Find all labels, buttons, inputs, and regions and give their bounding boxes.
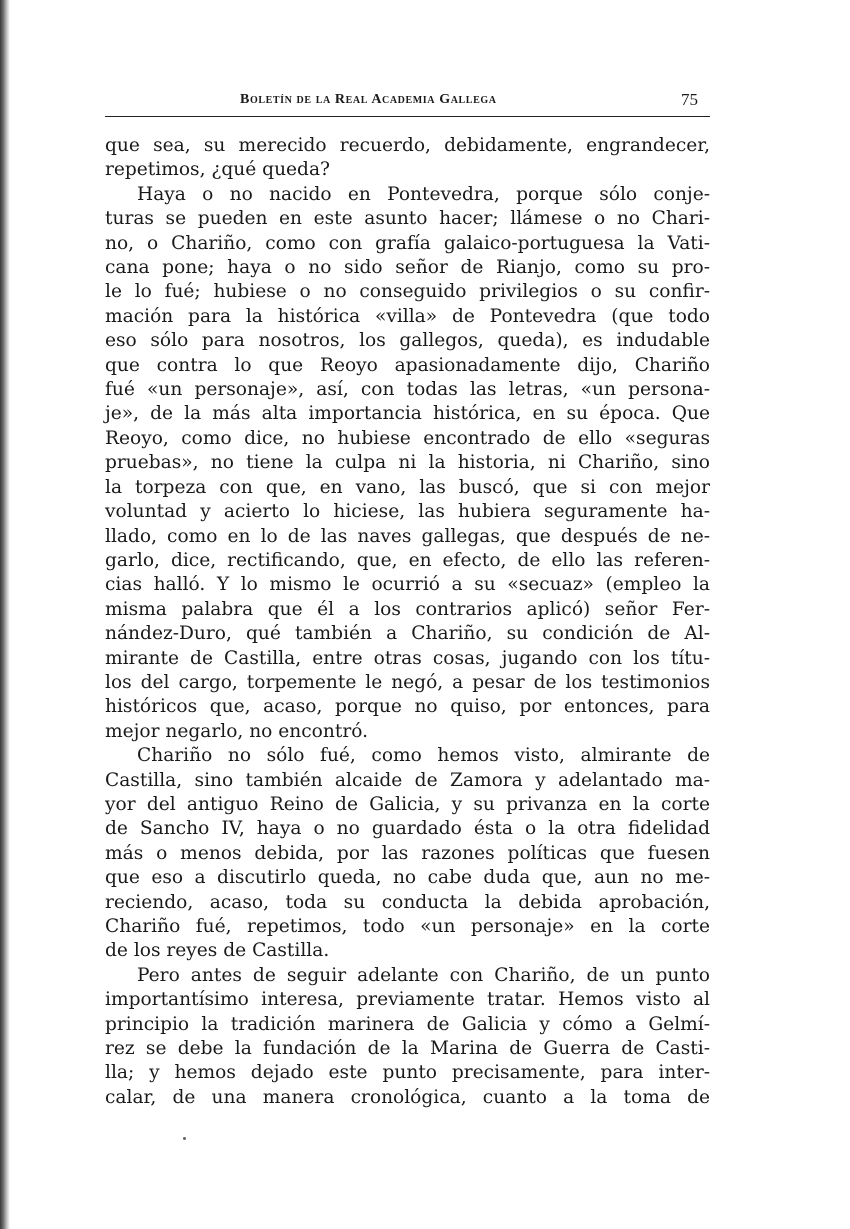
body-text: [105, 134, 710, 1110]
text-line: los del cargo, torpemente le negó, a pesar de los testimonios: [105, 671, 710, 693]
text-line: cana pone; haya o no sido señor de Rianjo, como su pro-: [105, 257, 710, 279]
text-line: mirante de Castilla, entre otras cosas, jugando con los títu-: [105, 647, 710, 669]
text-line: reciendo, acaso, toda su conducta la debida aprobación,: [105, 891, 710, 913]
text-line: calar, de una manera cronológica, cuanto a la toma de: [105, 1086, 710, 1108]
ink-speck: [183, 1137, 186, 1140]
text-line: rez se debe la fundación de la Marina de Guerra de Casti-: [105, 1038, 710, 1060]
text-line: llado, como en lo de las naves gallegas, que después de ne-: [105, 525, 710, 547]
text-line: no, o Chariño, como con grafía galaico-portuguesa la Vati-: [105, 232, 710, 254]
text-line: Pero antes de seguir adelante con Chariño, de un punto: [137, 964, 710, 986]
text-line: lla; y hemos dejado este punto precisamente, para inter-: [105, 1062, 710, 1084]
text-line: garlo, dice, rectificando, que, en efecto, de ello las referen-: [105, 549, 710, 571]
page-binding-edge: [0, 0, 10, 1229]
header-rule: [105, 116, 710, 117]
text-line: eso sólo para nosotros, los gallegos, queda), es indudable: [105, 330, 710, 352]
text-line: Reoyo, como dice, no hubiese encontrado de ello «seguras: [105, 427, 710, 449]
text-line: turas se pueden en este asunto hacer; llámese o no Chari-: [105, 208, 710, 230]
text-line: mación para la histórica «villa» de Pontevedra (que todo: [105, 305, 710, 327]
journal-title: Boletín de la Real Academia Gallega: [240, 92, 497, 107]
text-line: nández-Duro, qué también a Chariño, su condición de Al-: [105, 623, 710, 645]
text-line: históricos que, acaso, porque no quiso, por entonces, para: [105, 696, 710, 718]
text-line: Haya o no nacido en Pontevedra, porque sólo conje-: [137, 183, 710, 205]
text-line: mejor negarlo, no encontró.: [105, 720, 368, 742]
text-line: la torpeza con que, en vano, las buscó, que si con mejor: [105, 476, 710, 498]
text-line: más o menos debida, por las razones políticas que fuesen: [105, 842, 710, 864]
text-line: que sea, su merecido recuerdo, debidamente, engrandecer,: [105, 135, 710, 156]
text-line: que contra lo que Reoyo apasionadamente dijo, Chariño: [105, 354, 710, 376]
text-line: je», de la más alta importancia histórica, en su época. Que: [105, 403, 710, 425]
text-line: fué «un personaje», así, con todas las letras, «un persona-: [105, 379, 710, 401]
text-line: yor del antiguo Reino de Galicia, y su privanza en la corte: [105, 793, 710, 815]
text-line: que eso a discutirlo queda, no cabe duda que, aun no me-: [105, 867, 710, 889]
text-line: principio la tradición marinera de Galicia y cómo a Gelmí-: [105, 1013, 710, 1035]
text-line: importantísimo interesa, previamente tratar. Hemos visto al: [105, 989, 710, 1011]
text-line: de Sancho IV, haya o no guardado ésta o la otra fidelidad: [105, 818, 710, 840]
running-header: [105, 86, 710, 120]
text-line: repetimos, ¿qué queda?: [105, 159, 331, 181]
text-line: Castilla, sino también alcaide de Zamora y adelantado ma-: [105, 769, 710, 791]
page-number: 75: [681, 90, 698, 109]
text-line: Chariño no sólo fué, como hemos visto, almirante de: [137, 745, 710, 767]
text-line: misma palabra que él a los contrarios aplicó) señor Fer-: [105, 598, 710, 620]
text-line: le lo fué; hubiese o no conseguido privilegios o su confir-: [105, 281, 710, 303]
text-line: voluntad y acierto lo hiciese, las hubiera seguramente ha-: [105, 501, 710, 523]
text-line: pruebas», no tiene la culpa ni la historia, ni Chariño, sino: [105, 452, 710, 474]
text-line: Chariño fué, repetimos, todo «un personaje» en la corte: [105, 916, 710, 937]
text-line: cias halló. Y lo mismo le ocurrió a su «secuaz» (empleo la: [105, 574, 710, 596]
text-line: de los reyes de Castilla.: [105, 940, 330, 962]
